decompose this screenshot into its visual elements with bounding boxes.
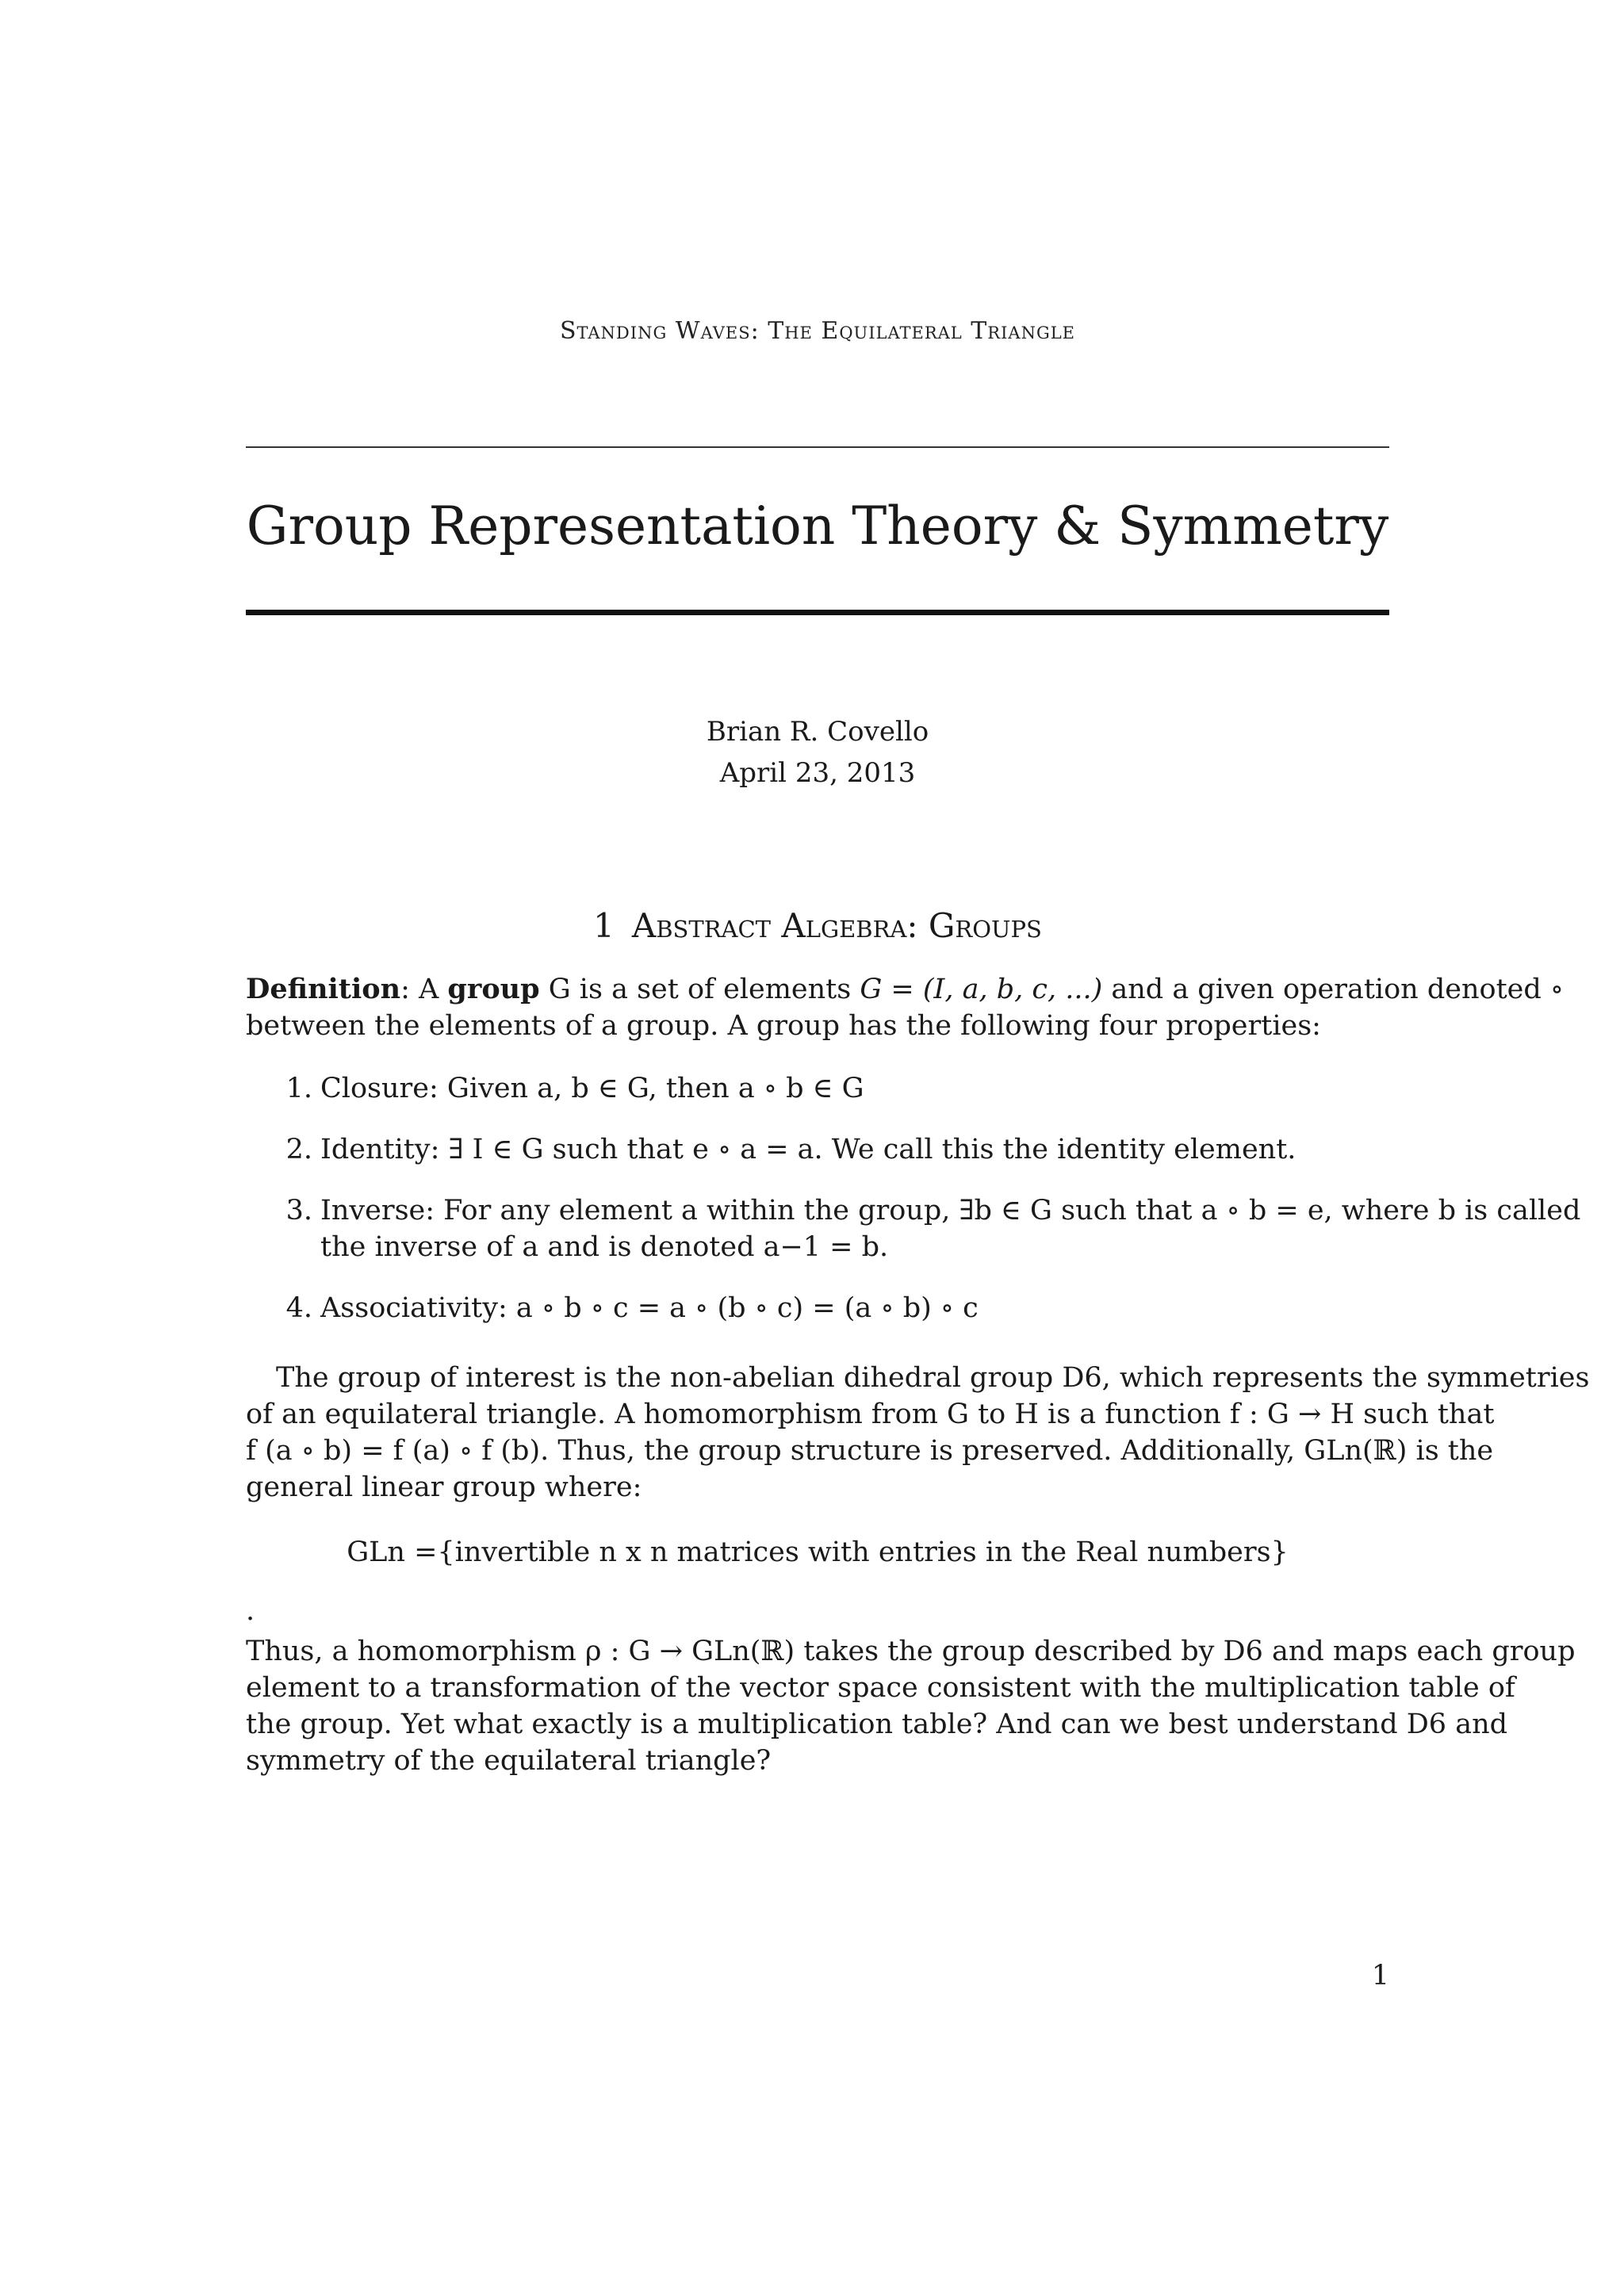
paragraph-2-line-3 <box>246 1706 1508 1743</box>
property-inverse-line-2: the inverse of a and is denoted a−1 = b. <box>320 1231 889 1263</box>
property-closure: Closure: Given a, b ∈ G, then a ∘ b ∈ G <box>320 1073 864 1104</box>
paragraph-2-line-2-text: element to a transformation of the vector space consistent with the multiplication table of <box>246 1672 1515 1704</box>
stray-dot: . <box>246 1595 255 1627</box>
definition-line-2-text: between the elements of a group. A group has the following four properties: <box>246 1010 1321 1042</box>
list-number: 2. <box>285 1134 312 1165</box>
definition-line-2 <box>246 1008 1389 1044</box>
paragraph-1-line-3-text: f (a ∘ b) = f (a) ∘ f (b). Thus, the group structure is preserved. Additionally, GLn(ℝ) is the <box>246 1435 1494 1467</box>
title-rule-top <box>246 446 1389 448</box>
section-number: 1 <box>593 906 615 945</box>
definition-term: group <box>447 973 540 1005</box>
property-inverse-line-1: Inverse: For any element a within the group, ∃b ∈ G such that a ∘ b = e, where b is called <box>320 1195 1581 1226</box>
paragraph-1-line-2-text: of an equilateral triangle. A homomorphism from G to H is a function f : G → H such that <box>246 1399 1495 1430</box>
property-inverse <box>320 1192 1581 1265</box>
date: April 23, 2013 <box>719 757 916 789</box>
definition-text-1: : A <box>400 974 448 1005</box>
paragraph-1-line-4-text: general linear group where: <box>246 1471 642 1503</box>
paragraph-1-line-3 <box>246 1433 1494 1469</box>
list-number: 1. <box>285 1073 312 1104</box>
definition-line-1 <box>246 971 1565 1008</box>
property-identity: Identity: ∃ I ∈ G such that e ∘ a = a. We call this the identity element. <box>320 1134 1297 1165</box>
paragraph-1-line-2 <box>246 1396 1495 1433</box>
display-equation: GLn ={invertible n x n matrices with entries in the Real numbers} <box>347 1536 1289 1568</box>
running-head-text: Standing Waves: The Equilateral Triangle <box>559 317 1075 345</box>
page-number: 1 <box>1371 1960 1389 1992</box>
author: Brian R. Covello <box>706 716 929 748</box>
list-number: 3. <box>285 1195 312 1226</box>
set-expression: G = (I, a, b, c, ...) <box>860 974 1103 1005</box>
paragraph-2-line-2 <box>246 1670 1515 1706</box>
property-associativity: Associativity: a ∘ b ∘ c = a ∘ (b ∘ c) = (a ∘ b) ∘ c <box>320 1292 979 1324</box>
definition-text-3: and a given operation denoted ∘ <box>1102 974 1565 1005</box>
title-rule-bottom <box>246 610 1389 615</box>
section-heading <box>246 906 1389 945</box>
list-number: 4. <box>285 1292 312 1324</box>
paragraph-2-line-4 <box>246 1743 1389 1779</box>
paragraph-1-line-1-text: The group of interest is the non-abelian dihedral group D6, which represents the symmetries <box>276 1362 1590 1394</box>
running-head <box>246 317 1389 345</box>
paper-title: Group Representation Theory & Symmetry <box>246 496 1389 557</box>
definition-paragraph <box>246 971 1565 1044</box>
section-title: Abstract Algebra: Groups <box>631 906 1042 945</box>
definition-text-2: G is a set of elements <box>539 974 860 1005</box>
definition-label: Definition <box>246 973 401 1005</box>
paragraph-2-line-3-text: the group. Yet what exactly is a multiplication table? And can we best understand D6 and <box>246 1709 1508 1740</box>
paragraph-2-line-4-text: symmetry of the equilateral triangle? <box>246 1745 772 1777</box>
paragraph-1-line-4 <box>246 1469 1389 1506</box>
paragraph-2-line-1-text: Thus, a homomorphism ρ : G → GLn(ℝ) takes the group described by D6 and maps each group <box>246 1636 1576 1667</box>
paragraph-2-line-1 <box>246 1633 1576 1670</box>
paragraph-1-line-1 <box>246 1360 1590 1396</box>
paragraph-homomorphism <box>246 1633 1576 1779</box>
paragraph-dihedral-group <box>246 1360 1590 1506</box>
